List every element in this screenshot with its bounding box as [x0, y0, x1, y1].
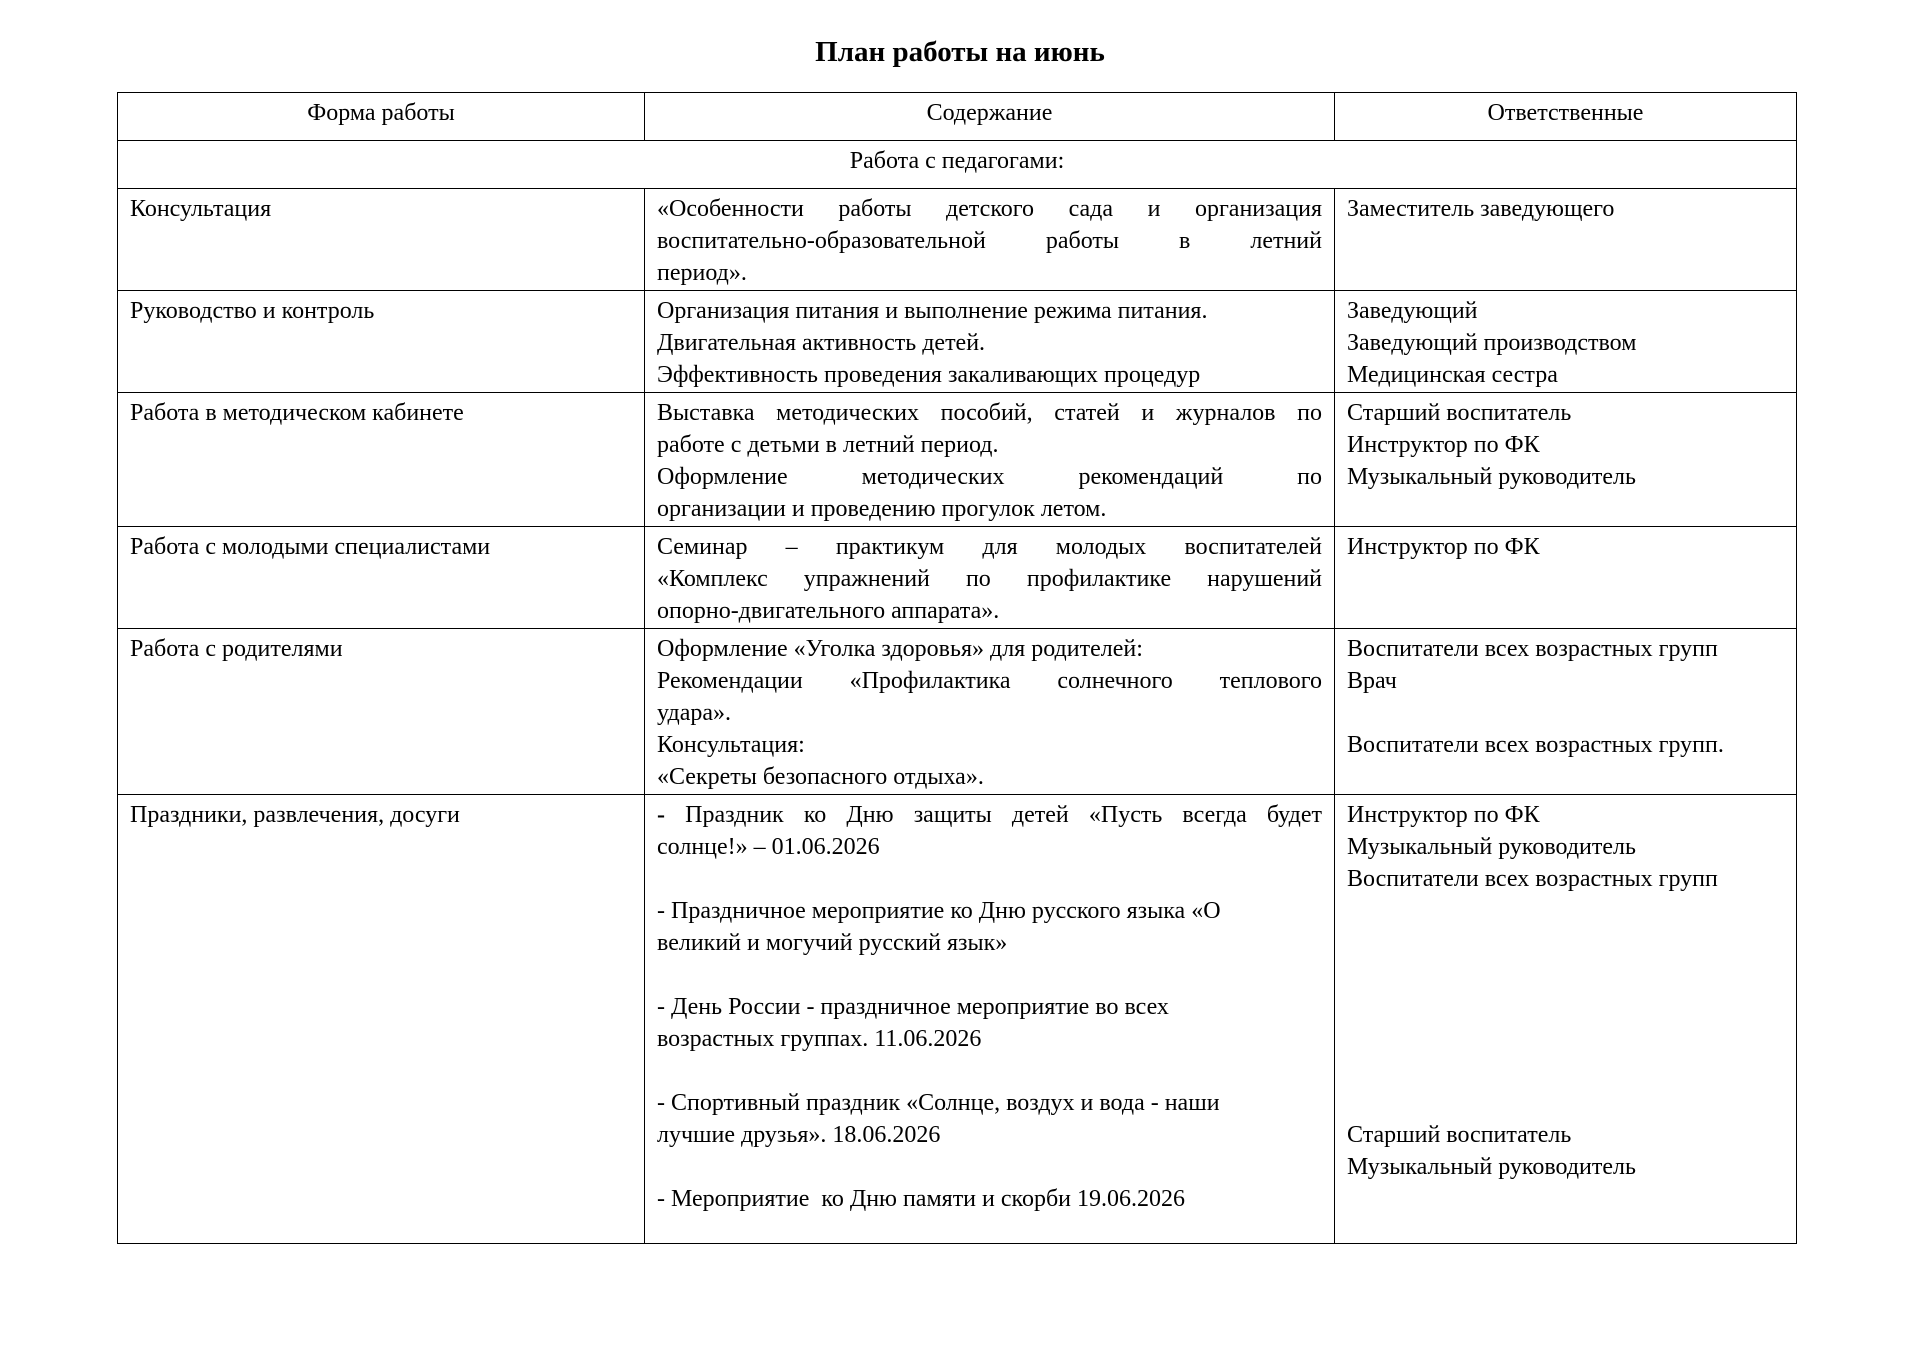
- content-line: возрастных группах. 11.06.2026: [657, 1026, 982, 1052]
- responsible-cell: [1335, 795, 1797, 1244]
- content-line: лучшие друзья». 18.06.2026: [657, 1122, 941, 1148]
- content-line: - Спортивный праздник «Солнце, воздух и вода - наши: [657, 1090, 1220, 1116]
- responsible-line: Музыкальный руководитель: [1347, 1154, 1636, 1180]
- responsible-line: Воспитатели всех возрастных групп: [1347, 636, 1718, 662]
- responsible-line: Музыкальный руководитель: [1347, 464, 1636, 490]
- bold-dash: -: [657, 802, 665, 828]
- content-line: великий и могучий русский язык»: [657, 930, 1008, 956]
- page-title: План работы на июнь: [815, 36, 1105, 68]
- content-line: работе с детьми в летний период.: [657, 432, 999, 458]
- responsible-line: Инструктор по ФК: [1347, 534, 1540, 560]
- content-cell: [645, 795, 1335, 1244]
- content-line: «Особенности работы детского сада и организация: [657, 196, 1322, 222]
- content-line: Оформление «Уголка здоровья» для родителей:: [657, 636, 1143, 662]
- section-title: Работа с педагогами:: [118, 141, 1797, 189]
- column-header-responsible: Ответственные: [1335, 93, 1797, 141]
- content-line: Рекомендации «Профилактика солнечного теплового: [657, 668, 1322, 694]
- content-line: организации и проведению прогулок летом.: [657, 496, 1107, 522]
- table-row: [118, 189, 1797, 291]
- content-line: - День России - праздничное мероприятие во всех: [657, 994, 1169, 1020]
- column-header-content: Содержание: [645, 93, 1335, 141]
- content-text: Праздник ко Дню защиты детей «Пусть всегда будет: [665, 802, 1322, 828]
- responsible-line: Старший воспитатель: [1347, 1122, 1572, 1148]
- responsible-line: Старший воспитатель: [1347, 400, 1572, 426]
- spacer: [1347, 697, 1784, 729]
- responsible-line: Медицинская сестра: [1347, 362, 1558, 388]
- responsible-cell: [1335, 393, 1797, 527]
- responsible-line: Врач: [1347, 668, 1397, 694]
- content-line: [657, 799, 1322, 831]
- table-header-row: [118, 93, 1797, 141]
- form-cell: Консультация: [118, 189, 645, 291]
- responsible-line: Инструктор по ФК: [1347, 432, 1540, 458]
- content-cell: [645, 189, 1335, 291]
- form-cell: Работа в методическом кабинете: [118, 393, 645, 527]
- content-cell: [645, 629, 1335, 795]
- table-row: [118, 291, 1797, 393]
- form-cell: Праздники, развлечения, досуги: [118, 795, 645, 1244]
- spacer: [657, 1055, 1322, 1087]
- spacer: [657, 959, 1322, 991]
- content-line: Эффективность проведения закаливающих процедур: [657, 362, 1201, 388]
- content-line: «Секреты безопасного отдыха».: [657, 764, 984, 790]
- form-cell: Работа с родителями: [118, 629, 645, 795]
- content-line: - Мероприятие ко Дню памяти и скорби 19.06.2026: [657, 1186, 1186, 1212]
- responsible-line: Музыкальный руководитель: [1347, 834, 1636, 860]
- content-cell: [645, 291, 1335, 393]
- responsible-line: Воспитатели всех возрастных групп: [1347, 866, 1718, 892]
- content-line: Консультация:: [657, 732, 805, 758]
- content-line: солнце!» – 01.06.2026: [657, 834, 880, 860]
- content-line: воспитательно-образовательной работы в летний: [657, 228, 1322, 254]
- responsible-line: Воспитатели всех возрастных групп.: [1347, 732, 1724, 758]
- spacer: [1347, 895, 1784, 1119]
- content-line: Организация питания и выполнение режима питания.: [657, 298, 1208, 324]
- responsible-cell: [1335, 527, 1797, 629]
- content-line: удара».: [657, 700, 732, 726]
- form-cell: Работа с молодыми специалистами: [118, 527, 645, 629]
- table-row: [118, 629, 1797, 795]
- table-row: [118, 527, 1797, 629]
- content-cell: [645, 527, 1335, 629]
- responsible-line: Инструктор по ФК: [1347, 802, 1540, 828]
- responsible-cell: [1335, 629, 1797, 795]
- content-line: Семинар – практикум для молодых воспитателей: [657, 534, 1322, 560]
- form-cell: Руководство и контроль: [118, 291, 645, 393]
- responsible-cell: [1335, 189, 1797, 291]
- content-line: «Комплекс упражнений по профилактике нарушений: [657, 566, 1322, 592]
- content-line: период».: [657, 260, 747, 286]
- spacer: [657, 863, 1322, 895]
- responsible-cell: [1335, 291, 1797, 393]
- table-row: [118, 795, 1797, 1244]
- content-line: Двигательная активность детей.: [657, 330, 986, 356]
- content-line: Оформление методических рекомендаций по: [657, 464, 1322, 490]
- table-row: [118, 393, 1797, 527]
- responsible-line: Заведующий производством: [1347, 330, 1637, 356]
- section-row: [118, 141, 1797, 189]
- content-line: опорно-двигательного аппарата».: [657, 598, 1000, 624]
- content-line: - Праздничное мероприятие ко Дню русского языка «О: [657, 898, 1221, 924]
- column-header-form: Форма работы: [118, 93, 645, 141]
- responsible-line: Заместитель заведующего: [1347, 196, 1615, 222]
- content-cell: [645, 393, 1335, 527]
- content-line: Выставка методических пособий, статей и журналов по: [657, 400, 1322, 426]
- work-plan-table: [117, 92, 1797, 1244]
- spacer: [657, 1151, 1322, 1183]
- responsible-line: Заведующий: [1347, 298, 1478, 324]
